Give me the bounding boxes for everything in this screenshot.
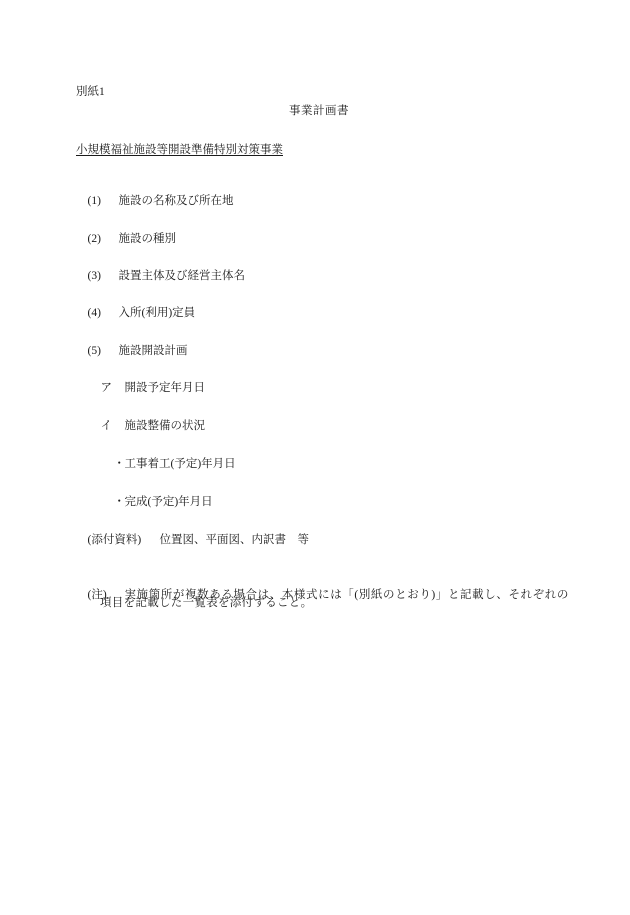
item-number: (5)	[87, 345, 101, 357]
list-item	[76, 218, 176, 260]
sub-item-marker: イ	[100, 420, 112, 432]
project-name: 小規模福祉施設等開設準備特別対策事業	[76, 144, 283, 156]
list-item	[76, 255, 245, 297]
bullet-marker: ・	[113, 496, 125, 508]
list-item	[76, 292, 195, 334]
item-label: 入所(利用)定員	[118, 307, 196, 319]
sub-item-label: 施設整備の状況	[124, 420, 205, 432]
note-label: (注)	[87, 589, 107, 601]
item-number: (1)	[87, 195, 101, 207]
item-label: 施設の種別	[118, 233, 176, 245]
list-item	[76, 180, 234, 222]
note-text-1: 実施箇所が複数ある場合は、本様式には「(別紙のとおり)」と記載し、それぞれの	[124, 589, 569, 601]
sub-item-label: 開設予定年月日	[124, 382, 205, 394]
note-line-2: 項目を記載した一覧表を添付すること。	[100, 597, 313, 609]
document-title: 事業計画書	[289, 105, 349, 117]
attachments-label: (添付資料)	[87, 534, 142, 546]
item-number: (2)	[87, 233, 101, 245]
attachments-text: 位置図、平面図、内訳書 等	[159, 534, 309, 546]
sub-item-marker: ア	[100, 382, 112, 394]
item-label: 施設開設計画	[118, 345, 188, 357]
list-item	[76, 330, 188, 372]
bullet-label: 完成(予定)年月日	[124, 496, 213, 508]
item-number: (3)	[87, 270, 101, 282]
item-number: (4)	[87, 307, 101, 319]
item-label: 施設の名称及び所在地	[118, 195, 234, 207]
sub-item	[89, 405, 205, 447]
bullet-label: 工事着工(予定)年月日	[124, 458, 236, 470]
bullet-item	[102, 481, 213, 523]
sub-item	[89, 367, 205, 409]
attachment-label: 別紙1	[76, 86, 105, 98]
item-label: 設置主体及び経営主体名	[118, 270, 245, 282]
bullet-marker: ・	[113, 458, 125, 470]
bullet-item	[102, 443, 236, 485]
attachments-line	[76, 519, 309, 561]
